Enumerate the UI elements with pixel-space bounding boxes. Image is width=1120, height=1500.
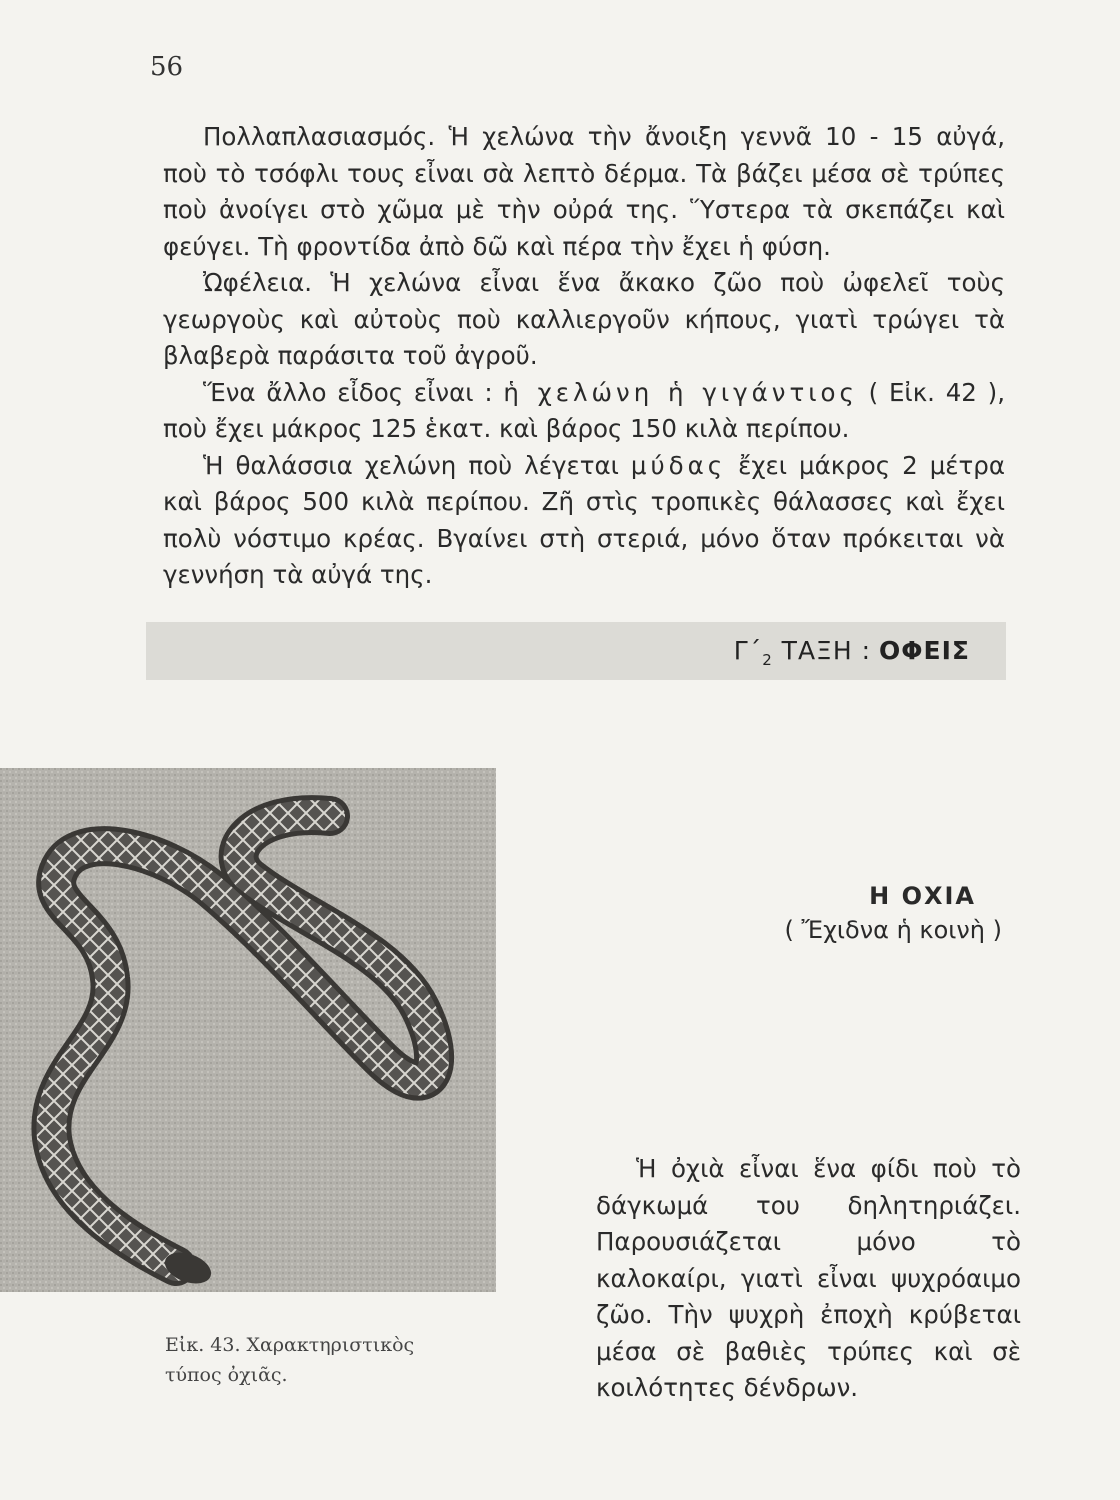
paragraph-benefit [163, 265, 1005, 375]
paragraph-sea-turtle [163, 448, 1005, 594]
body-text-top [163, 119, 1005, 594]
paragraph-text: Ἡ χελώνα εἶναι ἕνα ἄκακο ζῶο ποὺ ὠφελεῖ τοὺς γεωργοὺς καὶ αὐτοὺς ποὺ καλλιεργοῦν κήπους, γιατὶ τρώγει τὰ βλαβερὰ παράσιτα τοῦ ἀγροῦ. [163, 268, 1005, 370]
section-prefix: Γ΄ [733, 636, 763, 665]
paragraph-reproduction [163, 119, 1005, 265]
snake-illustration [0, 768, 496, 1292]
section-heading-band [146, 622, 1006, 680]
section-title [734, 636, 970, 669]
section-label: ΤΑΞΗ : [772, 636, 872, 665]
section-subscript: 2 [762, 651, 773, 669]
viper-description: Ἡ ὀχιὰ εἶναι ἕνα φίδι ποὺ τὸ δάγκωμά του δηλητηριάζει. Παρουσιάζεται μόνο τὸ καλοκαίρι, γιατὶ εἶναι ψυχρόαιμο ζῶο. Τὴν ψυχρὴ ἐποχὴ κρύβεται μέσα σὲ βαθιὲς τρύπες καὶ σὲ κοιλότητες δένδρων. [596, 1154, 1021, 1402]
page-number: 56 [150, 52, 184, 82]
species-name: Η ΟΧΙΑ [869, 882, 976, 910]
paragraph-lead: Ὠφέλεια. [203, 268, 313, 297]
section-name: ΟΦΕΙΣ [879, 636, 970, 665]
species-heading [785, 882, 1002, 944]
paragraph-text: ἔχει μάκρος 2 μέτρα καὶ βάρος 500 κιλὰ περίπου. Ζῆ στὶς τροπικὲς θάλασσες καὶ ἔχει πολὺ νόστιμο κρέας. Βγαίνει στὴ στεριά, μόνο ὅταν πρόκειται νὰ γεννήση τὰ αὐγά της. [163, 450, 1005, 589]
species-alt-name: ( Ἔχιδνα ἡ κοινὴ ) [784, 916, 1002, 944]
paragraph-text: Ἡ θαλάσσια χελώνη ποὺ λέγεται [203, 450, 631, 480]
paragraph-giant-tortoise [163, 375, 1005, 448]
species-term: ἡ χελώνη ἡ γιγάντιος [503, 377, 858, 407]
viper-photo [0, 768, 496, 1292]
figure-caption: Εἰκ. 43. Χαρακτηριστικὸς τύπος ὀχιᾶς. [165, 1334, 415, 1386]
paragraph-text: Ἕνα ἄλλο εἶδος εἶναι : [203, 377, 504, 407]
species-term: μύδας [630, 450, 727, 480]
paragraph-text: Ἡ χελώνα τὴν ἄνοιξη γεννᾶ 10 - 15 αὐγά, ποὺ τὸ τσόφλι τους εἶναι σὰ λεπτὸ δέρμα. Τὰ βάζει μέσα σὲ τρύπες ποὺ ἀνοίγει στὸ χῶμα μὲ τὴν οὐρά της. Ὕστερα τὰ σκεπάζει καὶ φεύγει. Τὴ φροντίδα ἀπὸ δῶ καὶ πέρα τὴν ἔχει ἡ φύση. [163, 122, 1005, 261]
paragraph-lead: Πολλαπλασιασμός. [203, 122, 436, 151]
paragraph-text: ( Εἰκ. 42 ), ποὺ ἔχει μάκρος 125 ἑκατ. καὶ βάρος 150 κιλὰ περίπου. [163, 377, 1005, 443]
